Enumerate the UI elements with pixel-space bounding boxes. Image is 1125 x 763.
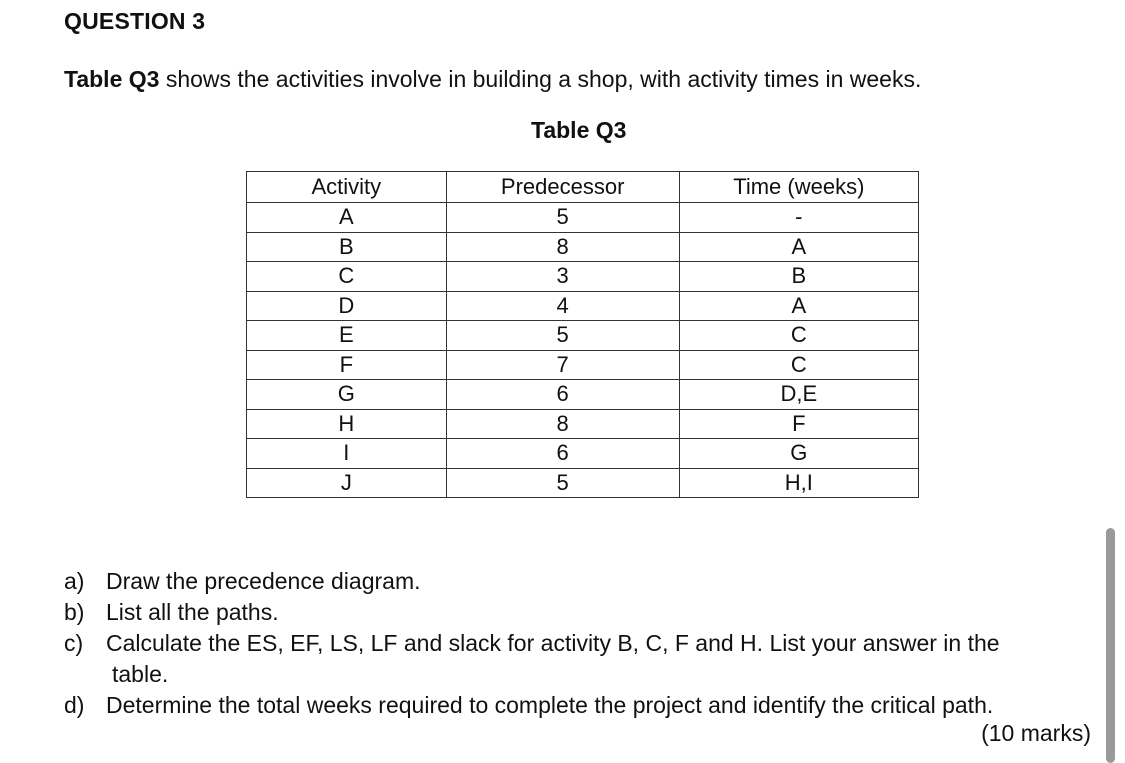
- table-row: [247, 291, 919, 321]
- question-d: [64, 690, 1104, 721]
- intro-table-ref: Table Q3: [64, 66, 160, 92]
- cell-activity: B: [247, 232, 447, 262]
- cell-predecessor: 6: [446, 380, 679, 410]
- cell-time: C: [679, 350, 918, 380]
- scrollbar-thumb[interactable]: [1106, 528, 1115, 763]
- cell-activity: H: [247, 409, 447, 439]
- table-header-row: [247, 172, 919, 203]
- cell-predecessor: 6: [446, 439, 679, 469]
- question-text: List all the paths.: [106, 599, 279, 625]
- question-text: Determine the total weeks required to complete the project and identify the critical path.: [106, 692, 994, 718]
- question-list: [64, 566, 1104, 721]
- table-row: [247, 232, 919, 262]
- cell-predecessor: 5: [446, 321, 679, 351]
- table-caption: Table Q3: [531, 117, 627, 143]
- cell-predecessor: 5: [446, 203, 679, 233]
- cell-time: -: [679, 203, 918, 233]
- cell-predecessor: 7: [446, 350, 679, 380]
- question-text: Draw the precedence diagram.: [106, 568, 421, 594]
- marks-label: (10 marks): [981, 720, 1091, 746]
- cell-time: G: [679, 439, 918, 469]
- cell-predecessor: 8: [446, 232, 679, 262]
- header-predecessor: Predecessor: [446, 172, 679, 203]
- activity-table: [246, 171, 919, 498]
- question-label: d): [64, 692, 85, 718]
- cell-time: H,I: [679, 468, 918, 498]
- question-label: c): [64, 630, 84, 656]
- cell-activity: G: [247, 380, 447, 410]
- cell-activity: I: [247, 439, 447, 469]
- table-row: [247, 409, 919, 439]
- question-label: a): [64, 568, 85, 594]
- cell-activity: A: [247, 203, 447, 233]
- question-b: [64, 597, 1104, 628]
- cell-activity: J: [247, 468, 447, 498]
- table-row: [247, 380, 919, 410]
- table-row: [247, 203, 919, 233]
- cell-activity: D: [247, 291, 447, 321]
- cell-time: C: [679, 321, 918, 351]
- cell-time: F: [679, 409, 918, 439]
- question-a: [64, 566, 1104, 597]
- cell-predecessor: 4: [446, 291, 679, 321]
- cell-activity: E: [247, 321, 447, 351]
- table-row: [247, 321, 919, 351]
- header-time: Time (weeks): [679, 172, 918, 203]
- question-c-continuation: table.: [112, 661, 169, 687]
- cell-predecessor: 3: [446, 262, 679, 292]
- question-label: b): [64, 599, 85, 625]
- intro-description: shows the activities involve in building a shop, with activity times in weeks.: [159, 66, 922, 92]
- header-activity: Activity: [247, 172, 447, 203]
- cell-time: A: [679, 232, 918, 262]
- intro-text: [64, 66, 921, 93]
- question-c: [64, 628, 1104, 659]
- table-row: [247, 468, 919, 498]
- question-heading: QUESTION 3: [64, 8, 206, 34]
- question-text: Calculate the ES, EF, LS, LF and slack for activity B, C, F and H. List your answer in the: [106, 630, 1000, 656]
- cell-predecessor: 8: [446, 409, 679, 439]
- table-row: [247, 439, 919, 469]
- table-row: [247, 350, 919, 380]
- table-row: [247, 262, 919, 292]
- cell-predecessor: 5: [446, 468, 679, 498]
- cell-time: D,E: [679, 380, 918, 410]
- cell-time: A: [679, 291, 918, 321]
- cell-activity: C: [247, 262, 447, 292]
- cell-activity: F: [247, 350, 447, 380]
- cell-time: B: [679, 262, 918, 292]
